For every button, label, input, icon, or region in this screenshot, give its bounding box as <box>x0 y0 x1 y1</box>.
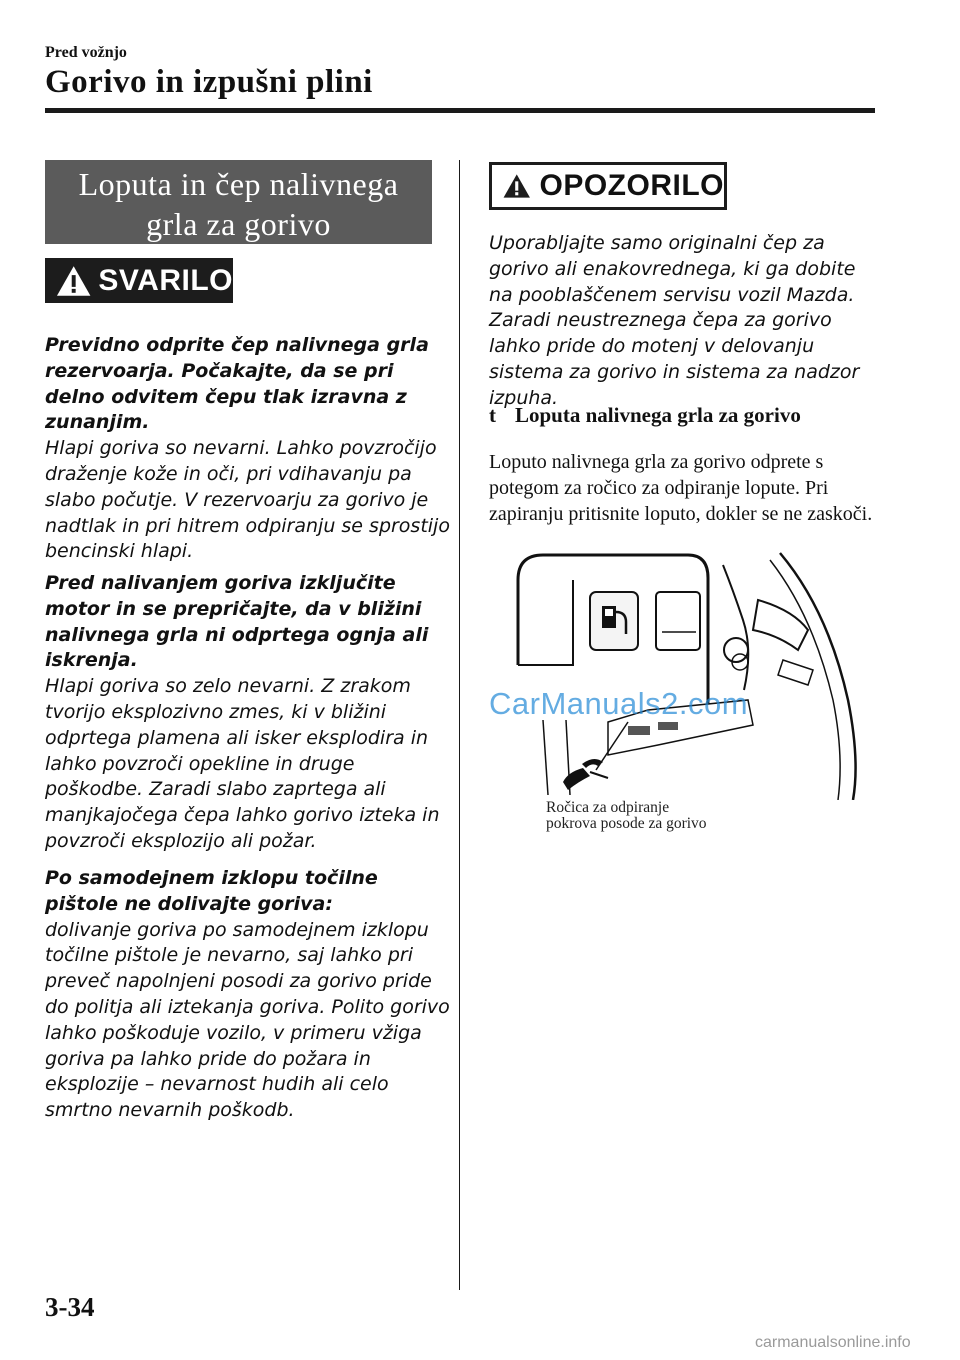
figure-caption-line-1: Ročica za odpiranje <box>546 799 670 816</box>
svarilo-item-1-bold: Previdno odprite čep nalivnega grla rezervoarja. Počakajte, da se pri delno odvitem čepu tlak izravna z zunanjim. <box>45 334 429 434</box>
section-title-box <box>45 160 432 244</box>
fuel-lid-lever-illustration <box>508 550 868 800</box>
svarilo-item-3-text: dolivanje goriva po samodejnem izklopu točilne pištole je nevarno, saj lahko pri preveč napolnjeni posodi za gorivo pride do politja ali iztekanja goriva. Polito gorivo lahko poškoduje vozilo, v primeru vžiga goriva pa lahko pride do požara in eksplozije – nevarnost hudih ali celo smrtno nevarnih poškodb. <box>45 918 450 1122</box>
svarilo-item-1 <box>45 333 455 565</box>
svarilo-item-3 <box>45 866 455 1124</box>
opozorilo-text: Uporabljajte samo originalni čep za gorivo ali enakovrednega, ki ga dobite na pooblaščenem servisu vozil Mazda. Zaradi neustreznega čepa za gorivo lahko pride do motenj v delovanju sistema za gorivo in sistema za nadzor izpuha. <box>489 232 860 409</box>
chapter-kicker: Pred vožnjo <box>45 44 127 61</box>
column-divider <box>459 160 460 1290</box>
warning-triangle-icon <box>502 169 532 203</box>
page-title: Gorivo in izpušni plini <box>45 64 373 100</box>
figure-caption-line-2: pokrova posode za gorivo <box>546 815 707 832</box>
section-title-line-2: grla za gorivo <box>146 206 331 242</box>
svarilo-item-1-text: Hlapi goriva so nevarni. Lahko povzročijo draženje kože in oči, pri vdihavanju pa slabo počutje. V rezervoarju za gorivo je nadtlak in pri hitrem odpiranju se sprostijo bencinski hlapi. <box>45 437 450 563</box>
warning-triangle-icon <box>55 264 92 298</box>
svarilo-badge <box>45 258 233 303</box>
fuel-lid-body: Loputo nalivnega grla za gorivo odprete s potegom za ročico za odpiranje lopute. Pri zapiranju pritisnite loputo, dokler se ne zaskoči. <box>489 451 873 525</box>
bullet-marker: t <box>489 403 496 427</box>
svarilo-item-3-bold: Po samodejnem izklopu točilne pištole ne dolivajte goriva: <box>45 867 378 915</box>
svarilo-item-2-text: Hlapi goriva so zelo nevarni. Z zrakom tvorijo eksplozivno zmes, ki v bližini odprtega plamena ali isker eksplodira in lahko povzroči opekline in druge poškodbe. Zaradi slabo zaprtega ali manjkajočega čepa lahko gorivo izteka in povzroči eksplozijo ali požar. <box>45 675 440 852</box>
footer-watermark: carmanualsonline.info <box>755 1334 911 1351</box>
svarilo-item-2 <box>45 571 455 855</box>
section-title-line-1: Loputa in čep nalivnega <box>78 166 399 202</box>
watermark: CarManuals2.com <box>489 686 749 721</box>
fuel-lid-heading-text: Loputa nalivnega grla za gorivo <box>515 403 801 427</box>
fuel-lid-heading <box>489 403 801 428</box>
svarilo-label: SVARILO <box>98 263 233 297</box>
opozorilo-label: OPOZORILO <box>539 169 724 202</box>
page-number: 3-34 <box>45 1292 95 1322</box>
opozorilo-badge <box>489 162 727 210</box>
svarilo-item-2-bold: Pred nalivanjem goriva izključite motor in se prepričajte, da v bližini nalivnega grla ni odprtega ognja ali iskrenja. <box>45 572 429 672</box>
figure-caption <box>546 800 707 832</box>
header-rule <box>45 108 875 113</box>
